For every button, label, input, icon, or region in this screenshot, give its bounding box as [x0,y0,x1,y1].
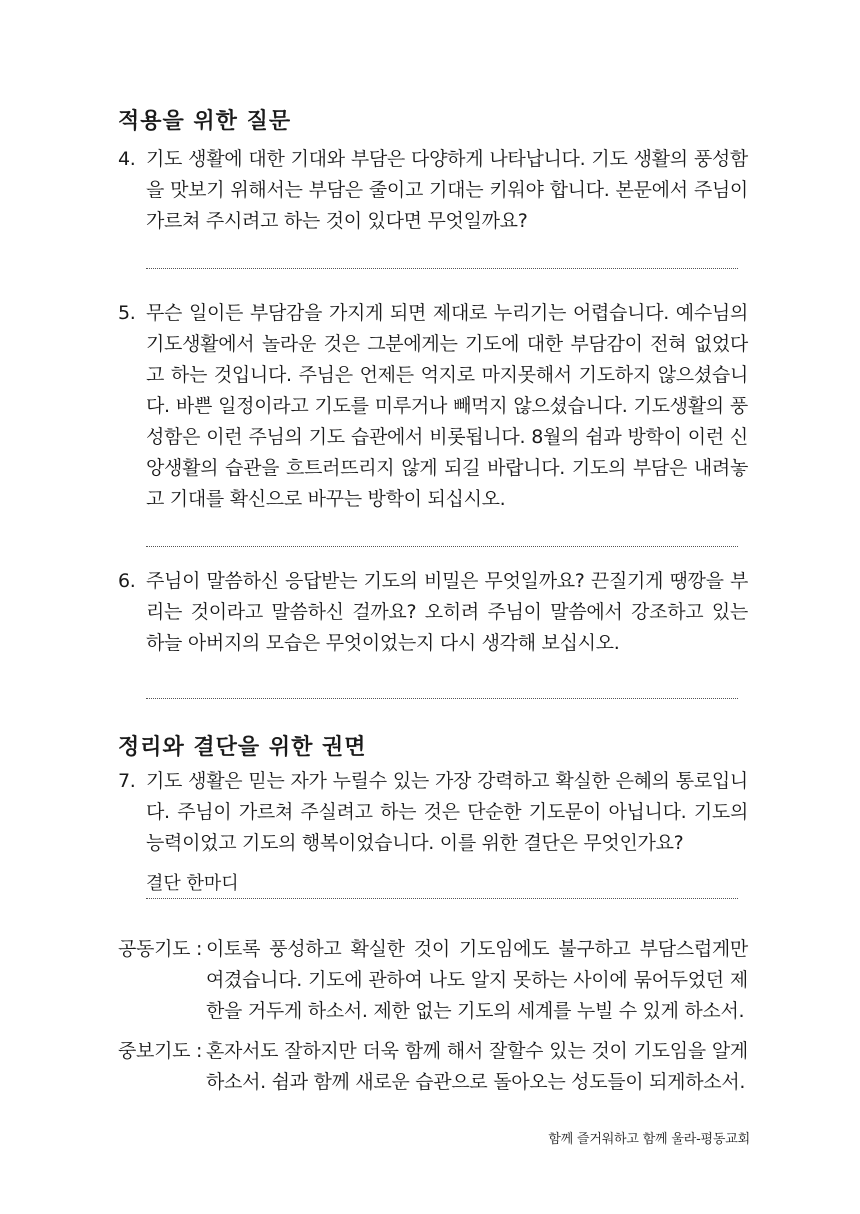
intercessory-prayer [118,1036,748,1098]
prayer-label: 공동기도 [118,938,191,960]
question-6 [118,566,748,659]
section-heading-resolution: 정리와 결단을 위한 권면 [118,735,367,760]
common-prayer [118,934,748,1027]
question-number: 7. [118,770,136,792]
answer-line-6[interactable] [146,698,738,699]
resolution-label: 결단 한마디 [146,873,239,894]
resolution-line[interactable] [146,872,738,899]
question-4 [118,144,748,237]
answer-line-5[interactable] [146,546,738,547]
section-heading-application: 적용을 위한 질문 [118,109,292,134]
question-text: 주님이 말씀하신 응답받는 기도의 비밀은 무엇일까요? 끈질기게 땡깡을 부리는 것이라고 말씀하신 걸까요? 오히려 주님이 말씀에서 강조하고 있는 하늘 아버지의 모습은 무엇이었는지 다시 생각해 보십시오. [146,570,748,654]
question-text: 기도 생활에 대한 기대와 부담은 다양하게 나타납니다. 기도 생활의 풍성함을 맛보기 위해서는 부담은 줄이고 기대는 키워야 합니다. 본문에서 주님이 가르쳐 주시려고 하는 것이 있다면 무엇일까요? [146,148,748,232]
question-number: 4. [118,148,136,170]
prayer-label: 중보기도 [118,1040,191,1062]
question-5 [118,298,748,515]
prayer-colon: : [196,938,203,960]
prayer-text: 이토록 풍성하고 확실한 것이 기도임에도 불구하고 부담스럽게만 여겼습니다. 기도에 관하여 나도 알지 못하는 사이에 묶어두었던 제한을 거두게 하소서. 제한 없는 기도의 세계를 누빌 수 있게 하소서. [206,938,748,1022]
prayer-colon: : [196,1040,203,1062]
question-text: 무슨 일이든 부담감을 가지게 되면 제대로 누리기는 어렵습니다. 예수님의 기도생활에서 놀라운 것은 그분에게는 기도에 대한 부담감이 전혀 없었다고 하는 것입니다. 주님은 언제든 억지로 마지못해서 기도하지 않으셨습니다. 바쁜 일정이라고 기도를 미루거나 빼먹지 않으셨습니다. 기도생활의 풍성함은 이런 주님의 기도 습관에서 비롯됩니다. 8월의 쉼과 방학이 이런 신앙생활의 습관을 흐트러뜨리지 않게 되길 바랍니다. 기도의 부담은 내려놓고 기대를 확신으로 바꾸는 방학이 되십시오. [146,302,748,510]
prayer-text: 혼자서도 잘하지만 더욱 함께 해서 잘할수 있는 것이 기도임을 알게 하소서. 쉼과 함께 새로운 습관으로 돌아오는 성도들이 되게하소서. [206,1040,748,1093]
answer-line-4[interactable] [146,268,738,269]
question-number: 5. [118,302,136,324]
question-text: 기도 생활은 믿는 자가 누릴수 있는 가장 강력하고 확실한 은혜의 통로입니다. 주님이 가르쳐 주실려고 하는 것은 단순한 기도문이 아닙니다. 기도의 능력이었고 기도의 행복이었습니다. 이를 위한 결단은 무엇인가요? [146,770,748,854]
question-7 [118,766,748,859]
footer-church-motto: 함께 즐거워하고 함께 울라-평동교회 [548,1132,750,1147]
question-number: 6. [118,570,136,592]
